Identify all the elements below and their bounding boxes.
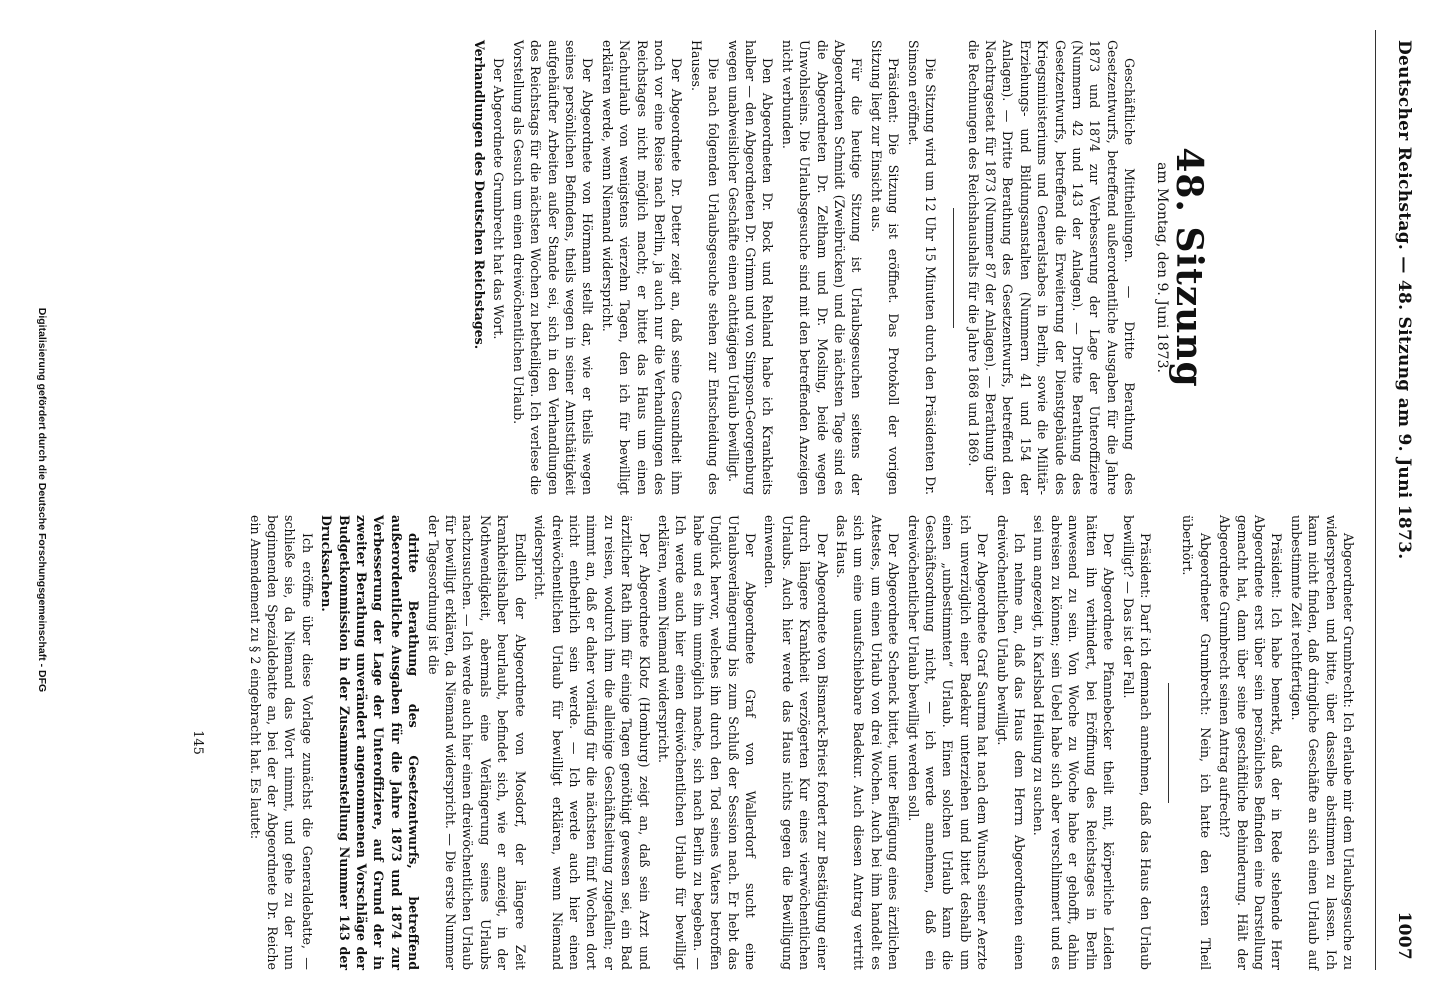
paragraph: Den Abgeordneten Dr. Bock und Rehland habe ich Krankheits halber — den Abgeordneten Dr. Grimm und von Simpson-Georgenburg wegen unabweislicher Geschäfte einen achttägigen Urlaub bewilligt. [725,40,776,495]
paragraph: Ich eröffne über diese Vorlage zunächst die Generaldebatte, — schließe sie, da Niemand das Wort nimmt, und gehe zu der nun beginnenden Spezialdebatte an, bei der der Abgeordnete Dr. Reiche ein Amendement zu § 2 eingebracht hat. Es lautet: [247,515,315,970]
paragraph: Der Abgeordnete von Bismarck-Briest fordert zur Bestätigung einer durch längere Krankheit verzögerten Kur eines vierwöchentlichen Urlaubs. Auch hier werde das Haus nichts gegen die Bewilligung einwenden. [762,515,830,970]
paragraph: Abgeordneter Grumbrecht: Nein, ich hatte den ersten Theil überhört. [1180,515,1213,970]
paragraph: Die Sitzung wird um 12 Uhr 15 Minuten durch den Präsidenten Dr. Simson eröffnet. [905,40,939,495]
paragraph: Der Abgeordnete Dr. Detter zeigt an, daß seine Gesundheit ihm noch vor eine Reise nach Berlin, ja auch nur die Verhandlungen des Reichstages nicht möglich macht; er bittet das Haus um einen Nachurlaub von wenigstens vierzehn Tagen, den ich für bewilligt erklären werde, wenn Niemand widerspricht. [599,40,685,495]
agenda-item-heading: dritte Berathung des Gesetzentwurfs, betreffend außerordentliche Ausgaben für die Jahre 1873 und 1874 zur Verbesserung der Lage der Unteroffiziere, auf Grund der in zweiter Berathung unverändert angenommenen Vorschläge der Budgetkommission in der Zusammenstellung Nummer 143 der Drucksachen. [319,515,422,970]
paragraph: Der Abgeordnete Schenck bittet, unter Beifügung eines ärztlichen Attestes, um einen Urlaub von drei Wochen. Auch bei ihm handelt es sich um eine unaufschiebbare Badekur. Auch diesen Antrag vertritt das Haus. [834,515,902,970]
left-column [469,40,1357,495]
agenda-summary: Geschäftliche Mittheilungen. — Dritte Berathung des Gesetzentwurfs, betreffend außerordentliche Ausgaben für die Jahre 1873 und 1874 zur Verbesserung der Lage der Unteroffiziere (Nummern 42 und 143 der Anlagen). — Dritte Berathung des Gesetzentwurfs, betreffend die Erweiterung der Dienstgebäude des Kriegsministeriums und Generalstabes in Berlin, sowie die Militär-Erziehungs- und Bildungsanstalten (Nummern 41 und 154 der Anlagen). — Dritte Berathung des Gesetzentwurfs, betreffend den Nachtragsetat für 1873 (Nummer 87 der Anlagen). — Berathung über die Rechnungen des Reichshaushalts für die Jahre 1868 und 1869. [965,40,1138,495]
paragraph: Abgeordneter Grumbrecht: Ich erlaube mir dem Urlaubsgesuche zu widersprechen und bitte, über dasselbe abstimmen zu lassen. Ich kann nicht finden, daß dringliche Geschäfte an sich einen Urlaub auf unbestimmte Zeit rechtfertigen. [1288,515,1356,970]
header-rule [1375,30,1376,970]
paragraph: Für die heutige Sitzung ist Urlaubsgesuchen seitens der Abgeordneten Schmidt (Zweibrücken) und die nächsten Tage sind es die Abgeordneten Dr. Zeltham und Dr. Mosling, beide wegen Unwohlseins. Die Urlaubsgesuche sind mit den betreffenden Anzeigen nicht verbunden. [779,40,865,495]
section-rule [953,208,954,328]
paragraph: Ich nehme an, daß das Haus dem Herrn Abgeordneten einen dreiwöchentlichen Urlaub bewilligt. [994,515,1028,970]
right-column [189,515,1357,970]
paragraph: Der Abgeordnete von Hörmann stellt dar, wie er theils wegen seines persönlichen Befindens, theils wegen in seiner Amtsthätigkeit aufgehäufter Arbeiten außer Stande sei, sich in den Verhandlungen des Reichstags für die nächsten Wochen zu betheiligen. Ich verlese die Vorstellung als Gesuch um einen dreiwöchentlichen Urlaub. [510,40,596,495]
digitization-note: Digitalisierung gefördert durch die Deutsche Forschungsgemeinschaft - DFG [36,307,48,693]
session-date: am Montag, den 9. Juni 1873. [1153,162,1170,373]
signature-number: 145 [190,730,206,755]
paragraph: Endlich der Abgeordnete von Mosdorf, der längere Zeit krankheitshalber beurlaubt, befindet sich, wie er anzeigt, in der Nothwendigkeit, abermals eine Verlängerung seines Urlaubs nachzusuchen. — Ich werde auch hier einen dreiwöchentlichen Urlaub für bewilligt erklären, da Niemand widerspricht. — Die erste Nummer der Tagesordnung ist die [425,515,528,970]
paragraph: Die nach folgenden Urlaubsgesuche stehen zur Entscheidung des Hauses. [688,40,722,495]
page-number: 1007 [1394,911,1414,960]
paragraph: Der Abgeordnete Graf Saurma hat nach dem Wunsch seiner Aerzte ich unverzüglich einer Badekur unterziehen und bittet deshalb um einen „unbestimmten“ Urlaub. Einen solchen Urlaub kann die Geschäftsordnung nicht, — ich werde annehmen, daß ein dreiwöchentlicher Urlaub bewilligt werden soll. [905,515,991,970]
paragraph: Der Abgeordnete Pfannebecker theilt mit, körperliche Leiden hätten ihn verhindert, bei Eröffnung des Reichstages in Berlin anwesend zu sein. Von Woche zu Woche habe er gehofft, dahin abreisen zu können; sein Uebel habe sich aber verschlimmert und es sei nun angezeigt, in Karlsbad Heilung zu suchen. [1031,515,1117,970]
running-header-left: Deutscher Reichstag. — 48. Sitzung am 9. Juni 1873. [1394,40,1414,560]
left-footer: Verhandlungen des Deutschen Reichstages. [471,40,487,350]
paragraph: Der Abgeordnete Grumbrecht hat das Wort. [491,58,507,340]
running-header [1374,0,1414,1000]
session-title: 48. Sitzung [1168,147,1210,388]
paragraph: Der Abgeordnete Klotz (Homburg) zeigt an, daß sein Arzt und ärztlicher Rath ihm für einige Tagen genöthigt gewesen sei, ein Bad zu reisen, wodurch ihm die alleinige Geschäftsleitung zugefallen; er nimmt an, daß er daher vorläufig für die nächsten fünf Wochen dort nicht entbehrlich sein werde. — Ich werde auch hier einen dreiwöchentlichen Urlaub für bewilligt erklären, wenn Niemand widerspricht. [532,515,652,970]
paragraph: Der Abgeordnete Graf von Wallerdorf sucht eine Urlaubsverlängerung bis zum Schluß der Session nach. Er hebt das Unglück hervor, welches ihn durch den Tod seines Vaters betroffen habe und es ihm unmöglich mache, sich nach Berlin zu begeben. — Ich werde auch hier einen dreiwöchentlichen Urlaub für bewilligt erklären, wenn Niemand widerspricht. [655,515,758,970]
paragraph: Präsident: Ich habe bemerkt, daß der in Rede stehende Herr Abgeordnete erst über sein persönliches Befinden eine Darstellung gemacht hat, dann über seine geschäftliche Behinderung. Hält der Abgeordnete Grumbrecht seinen Antrag aufrecht? [1217,515,1285,970]
section-rule [1168,683,1169,803]
paragraph: Präsident: Die Sitzung ist eröffnet. Das Protokoll der vorigen Sitzung liegt zur Einsicht aus. [868,40,902,495]
paragraph: Präsident: Darf ich demnach annehmen, daß das Haus den Urlaub bewilligt? — Das ist der Fall. [1120,515,1153,970]
